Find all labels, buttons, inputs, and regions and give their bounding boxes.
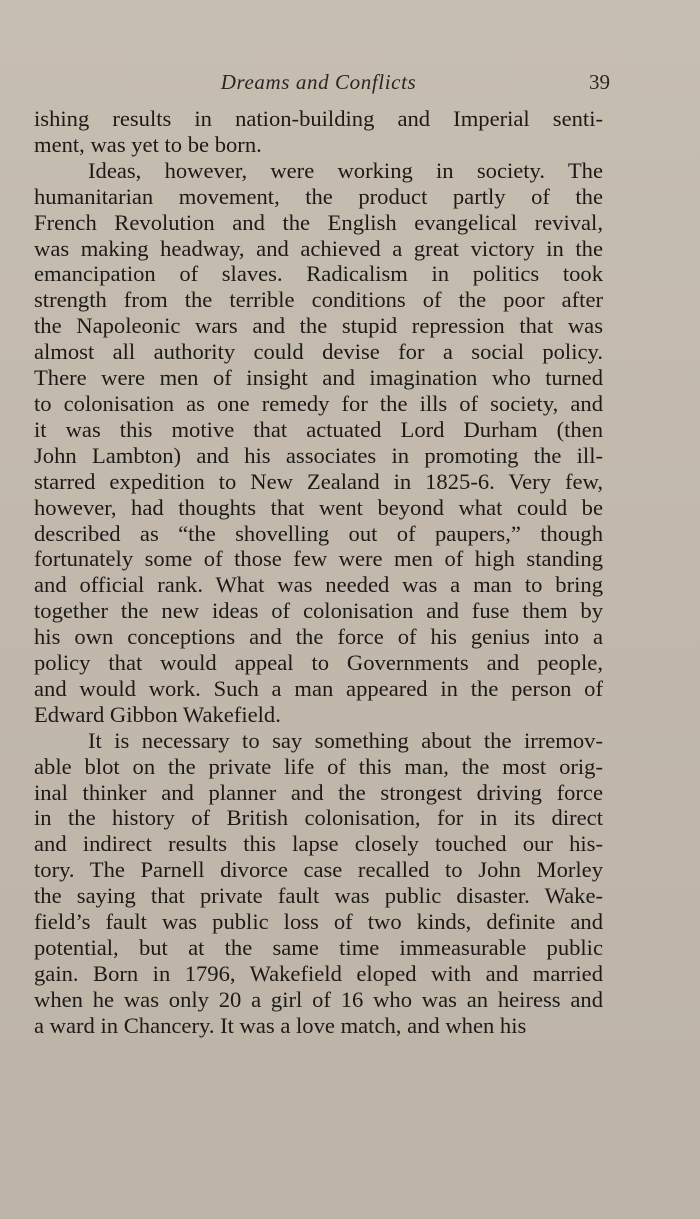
text-line: Ideas, however, were working in society. The <box>88 157 603 183</box>
text-line: emancipation of slaves. Radicalism in politics took <box>34 261 603 287</box>
running-title: Dreams and Conflicts <box>220 70 417 94</box>
text-line: his own conceptions and the force of his genius into a <box>34 624 603 650</box>
text-line: almost all authority could devise for a social policy. <box>34 339 603 365</box>
text-line: potential, but at the same time immeasurable public <box>34 935 603 960</box>
text-line: John Lambton) and his associates in promoting the ill- <box>34 442 603 468</box>
paragraph <box>34 106 603 158</box>
running-head <box>34 64 610 106</box>
text-line: it was this motive that actuated Lord Durham (then <box>34 416 603 442</box>
text-line: the saying that private fault was public disaster. Wake- <box>34 883 603 909</box>
text-line: strength from the terrible conditions of the poor after <box>34 287 603 313</box>
text-line: was making headway, and achieved a great victory in the <box>34 235 603 261</box>
book-page <box>34 64 610 1039</box>
text-line: described as “the shovelling out of paupers,” though <box>34 520 603 546</box>
text-line: however, had thoughts that went beyond what could be <box>34 494 603 520</box>
text-line: and indirect results this lapse closely touched our his- <box>34 831 603 857</box>
body-text <box>34 106 603 1039</box>
text-line: able blot on the private life of this man, the most orig- <box>34 753 603 779</box>
text-line: when he was only 20 a girl of 16 who was an heiress and <box>34 986 603 1012</box>
paragraph <box>34 728 603 1039</box>
text-line: inal thinker and planner and the strongest driving force <box>34 779 603 805</box>
text-line: in the history of British colonisation, for in its direct <box>34 805 603 831</box>
text-line: gain. Born in 1796, Wakefield eloped with and married <box>34 960 603 986</box>
text-line: humanitarian movement, the product partly of the <box>34 183 603 209</box>
paragraph <box>34 158 603 728</box>
text-line: and official rank. What was needed was a man to bring <box>34 572 603 598</box>
text-line: ment, was yet to be born. <box>34 131 262 157</box>
text-line: policy that would appeal to Governments and people, <box>34 650 603 676</box>
text-line: It is necessary to say something about the irremov- <box>88 727 603 753</box>
text-line: tory. The Parnell divorce case recalled to John Morley <box>34 857 603 883</box>
text-line: together the new ideas of colonisation and fuse them by <box>34 598 603 624</box>
text-line: Edward Gibbon Wakefield. <box>34 701 281 727</box>
text-line: There were men of insight and imagination who turned <box>34 365 603 391</box>
text-line: field’s fault was public loss of two kinds, definite and <box>34 909 603 935</box>
text-line: to colonisation as one remedy for the ills of society, and <box>34 390 603 416</box>
text-line: and would work. Such a man appeared in the person of <box>34 675 603 701</box>
text-line: French Revolution and the English evangelical revival, <box>34 209 603 235</box>
text-line: the Napoleonic wars and the stupid repression that was <box>34 313 603 339</box>
text-line: starred expedition to New Zealand in 1825-6. Very few, <box>34 468 603 494</box>
text-line: ishing results in nation-building and Imperial senti- <box>34 106 603 131</box>
text-line: a ward in Chancery. It was a love match, and when his <box>34 1012 527 1038</box>
page-number: 39 <box>589 70 610 94</box>
text-line: fortunately some of those few were men of high standing <box>34 546 603 572</box>
